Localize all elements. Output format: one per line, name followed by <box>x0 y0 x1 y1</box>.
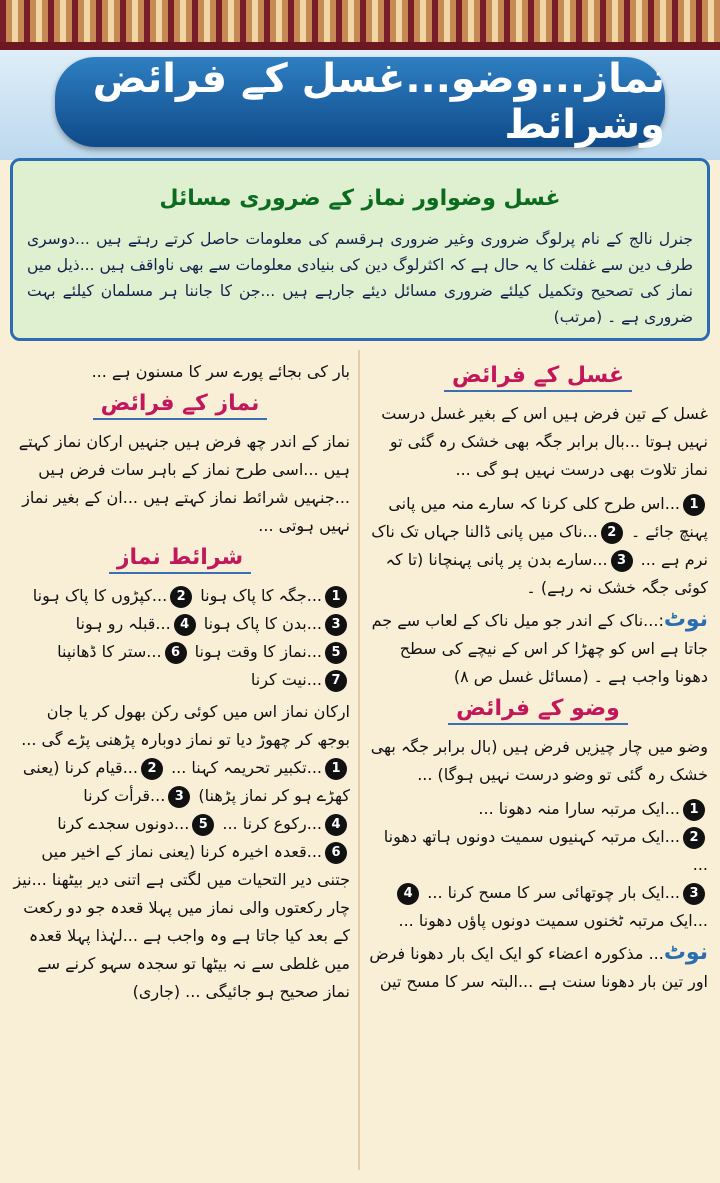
note-label: نوٹ <box>663 940 708 965</box>
intro-box <box>10 158 710 341</box>
note-1-text: :...ناک کے اندر جو میل ناک کے لعاب سے جم جاتا ہے اس کو چھڑا کر اس کے نیچے کی سطح دھونا واجب ہے ۔ (مسائل غسل ص ۸) <box>371 611 708 686</box>
wudu-item-4-text: ...ایک مرتبہ ٹخنوں سمیت دونوں پاؤں دھونا ... <box>398 911 708 930</box>
wudu-item-2-text: ...ایک مرتبہ کہنیوں سمیت دونوں ہاتھ دھونا ... <box>383 827 708 874</box>
arkan-item-6: ...قعدہ اخیرہ کرنا (یعنی نماز کے اخیر میں جتنی دیر التحیات میں لگتی ہے اتنی دیر بیٹھنا ...نیز چار رکعتوں والی نماز میں پہلا قعدہ جو دو رکعت کے بعد کیا جاتا ہے وہ واجب ہے ...لہٰذا پہلا قعدہ میں غلطی سے نہ بیٹھا تو سجدہ سہو کرنے سے نماز صحیح ہو جائیگی ... (جاری) <box>13 842 350 1001</box>
number-4-icon: 4 <box>174 614 196 636</box>
arkan-item-3: ...قرأت کرنا <box>83 786 166 805</box>
note-2-text: ... مذکورہ اعضاء کو ایک ایک بار دھونا فرض اور تین بار دھونا سنت ہے ...البتہ سر کا مسح تین <box>369 944 708 991</box>
shurut-item-3: ...بدن کا پاک ہونا <box>203 614 322 633</box>
continued-text: بار کی بجائے پورے سر کا مسنون ہے ... <box>91 362 350 381</box>
number-3-icon: 3 <box>611 550 633 572</box>
number-1-icon: 1 <box>683 494 705 516</box>
number-5-icon: 5 <box>192 814 214 836</box>
shurut-item-6: ...ستر کا ڈھانپنا <box>57 642 162 661</box>
shurut-item-4: ...قبلہ رو ہونا <box>75 614 171 633</box>
shurut-item-2: ...کپڑوں کا پاک ہونا <box>32 586 168 605</box>
ghusl-item-2: ...ناک میں پانی ڈالنا جہاں تک ناک نرم ہے ... <box>371 522 708 569</box>
number-1-icon: 1 <box>683 799 705 821</box>
ghusl-intro: غسل کے تین فرض ہیں اس کے بغیر غسل درست نہیں ہوتا ...بال برابر جگہ بھی خشک رہ گئی تو نماز تلاوت بھی درست نہیں ہو گی ... <box>381 404 708 479</box>
namaz-heading: نماز کے فرائض <box>93 390 268 420</box>
shurut-item-5: ...نماز کا وقت ہونا <box>194 642 322 661</box>
wudu-item-2 <box>368 823 708 879</box>
number-2-icon: 2 <box>141 758 163 780</box>
arkan-row-1 <box>10 754 350 810</box>
arkan-item-1: ...تکبیر تحریمہ کہنا ... <box>171 758 322 777</box>
number-3-icon: 3 <box>325 614 347 636</box>
title-banner <box>55 57 665 147</box>
shurut-item-1: ...جگہ کا پاک ہونا <box>200 586 322 605</box>
intro-text: جنرل نالج کے نام پرلوگ ضروری وغیر ضروری ہرقسم کی معلومات حاصل کرتے رہتے ہیں ...دوسری طرف دین سے غفلت کا یہ حال ہے کہ اکثرلوگ دین کی بنیادی معلومات سے بھی ناواقف ہیں ...ذیل میں نماز کی تصحیح وتکمیل کیلئے ضروری مسائل دیئے جارہے ہیں ...جن کا جاننا ہر مسلمان کیلئے بہت ضروری ہے ۔ (مرتب) <box>27 230 693 326</box>
wudu-heading: وضو کے فرائض <box>448 695 628 725</box>
shurut-row-1 <box>10 582 350 610</box>
wudu-item-1 <box>368 795 708 823</box>
wudu-item-1-text: ...ایک مرتبہ سارا منہ دھونا ... <box>478 799 680 818</box>
number-5-icon: 5 <box>325 642 347 664</box>
column-divider <box>358 350 360 1170</box>
number-6-icon: 6 <box>165 642 187 664</box>
arkan-item-4: ...رکوع کرنا ... <box>222 814 322 833</box>
number-3-icon: 3 <box>168 786 190 808</box>
ghusl-item-3: ...سارے بدن پر پانی پہنچانا (تا کہ کوئی جگہ خشک نہ رہے) ۔ <box>385 550 708 597</box>
shurut-item-7: ...نیت کرنا <box>250 670 322 689</box>
number-4-icon: 4 <box>397 883 419 905</box>
shurut-row-4 <box>10 666 350 694</box>
arkan-intro: ارکان نماز اس میں کوئی رکن بھول کر یا جان بوجھ کر چھوڑ دیا تو نماز دوبارہ پڑھنی پڑے گی ... <box>21 702 350 749</box>
shurut-row-3 <box>10 638 350 666</box>
ghusl-heading: غسل کے فرائض <box>444 362 632 392</box>
wudu-intro: وضو میں چار چیزیں فرض ہیں (بال برابر جگہ بھی خشک رہ گئی تو وضو درست نہیں ہوگا) ... <box>370 737 708 784</box>
note-1 <box>368 606 708 691</box>
note-2 <box>368 939 708 996</box>
wudu-item-3-text: ...ایک بار چوتھائی سر کا مسح کرنا ... <box>427 883 680 902</box>
number-7-icon: 7 <box>325 670 347 692</box>
page-title: نماز...وضو...غسل کے فرائض وشرائط <box>92 56 665 148</box>
ghusl-items <box>368 490 708 602</box>
decorative-border <box>0 0 720 50</box>
note-label: نوٹ <box>663 607 708 632</box>
shurut-heading: شرائط نماز <box>109 544 251 574</box>
number-3-icon: 3 <box>683 883 705 905</box>
number-2-icon: 2 <box>170 586 192 608</box>
arkan-row-3 <box>10 838 350 1006</box>
left-column <box>10 358 350 1006</box>
number-1-icon: 1 <box>325 586 347 608</box>
number-4-icon: 4 <box>325 814 347 836</box>
number-6-icon: 6 <box>325 842 347 864</box>
right-column <box>368 358 708 996</box>
arkan-row-2 <box>10 810 350 838</box>
ghusl-item-1: ...اس طرح کلی کرنا کہ سارے منہ میں پانی پہنچ جائے ۔ <box>388 494 708 541</box>
number-1-icon: 1 <box>325 758 347 780</box>
intro-heading: غسل وضواور نماز کے ضروری مسائل <box>159 186 561 211</box>
number-2-icon: 2 <box>601 522 623 544</box>
number-2-icon: 2 <box>683 827 705 849</box>
arkan-item-5: ...دونوں سجدے کرنا <box>57 814 190 833</box>
wudu-item-3 <box>368 879 708 935</box>
namaz-intro: نماز کے اندر چھ فرض ہیں جنہیں ارکان نماز کہتے ہیں ...اسی طرح نماز کے باہر سات فرض ہیں ...جنہیں شرائط نماز کہتے ہیں ...ان کے بغیر نماز نہیں ہوتی ... <box>18 432 350 535</box>
arkan-item-2: ...قیام کرنا (یعنی کھڑے ہو کر نماز پڑھنا) <box>22 758 350 805</box>
shurut-row-2 <box>10 610 350 638</box>
